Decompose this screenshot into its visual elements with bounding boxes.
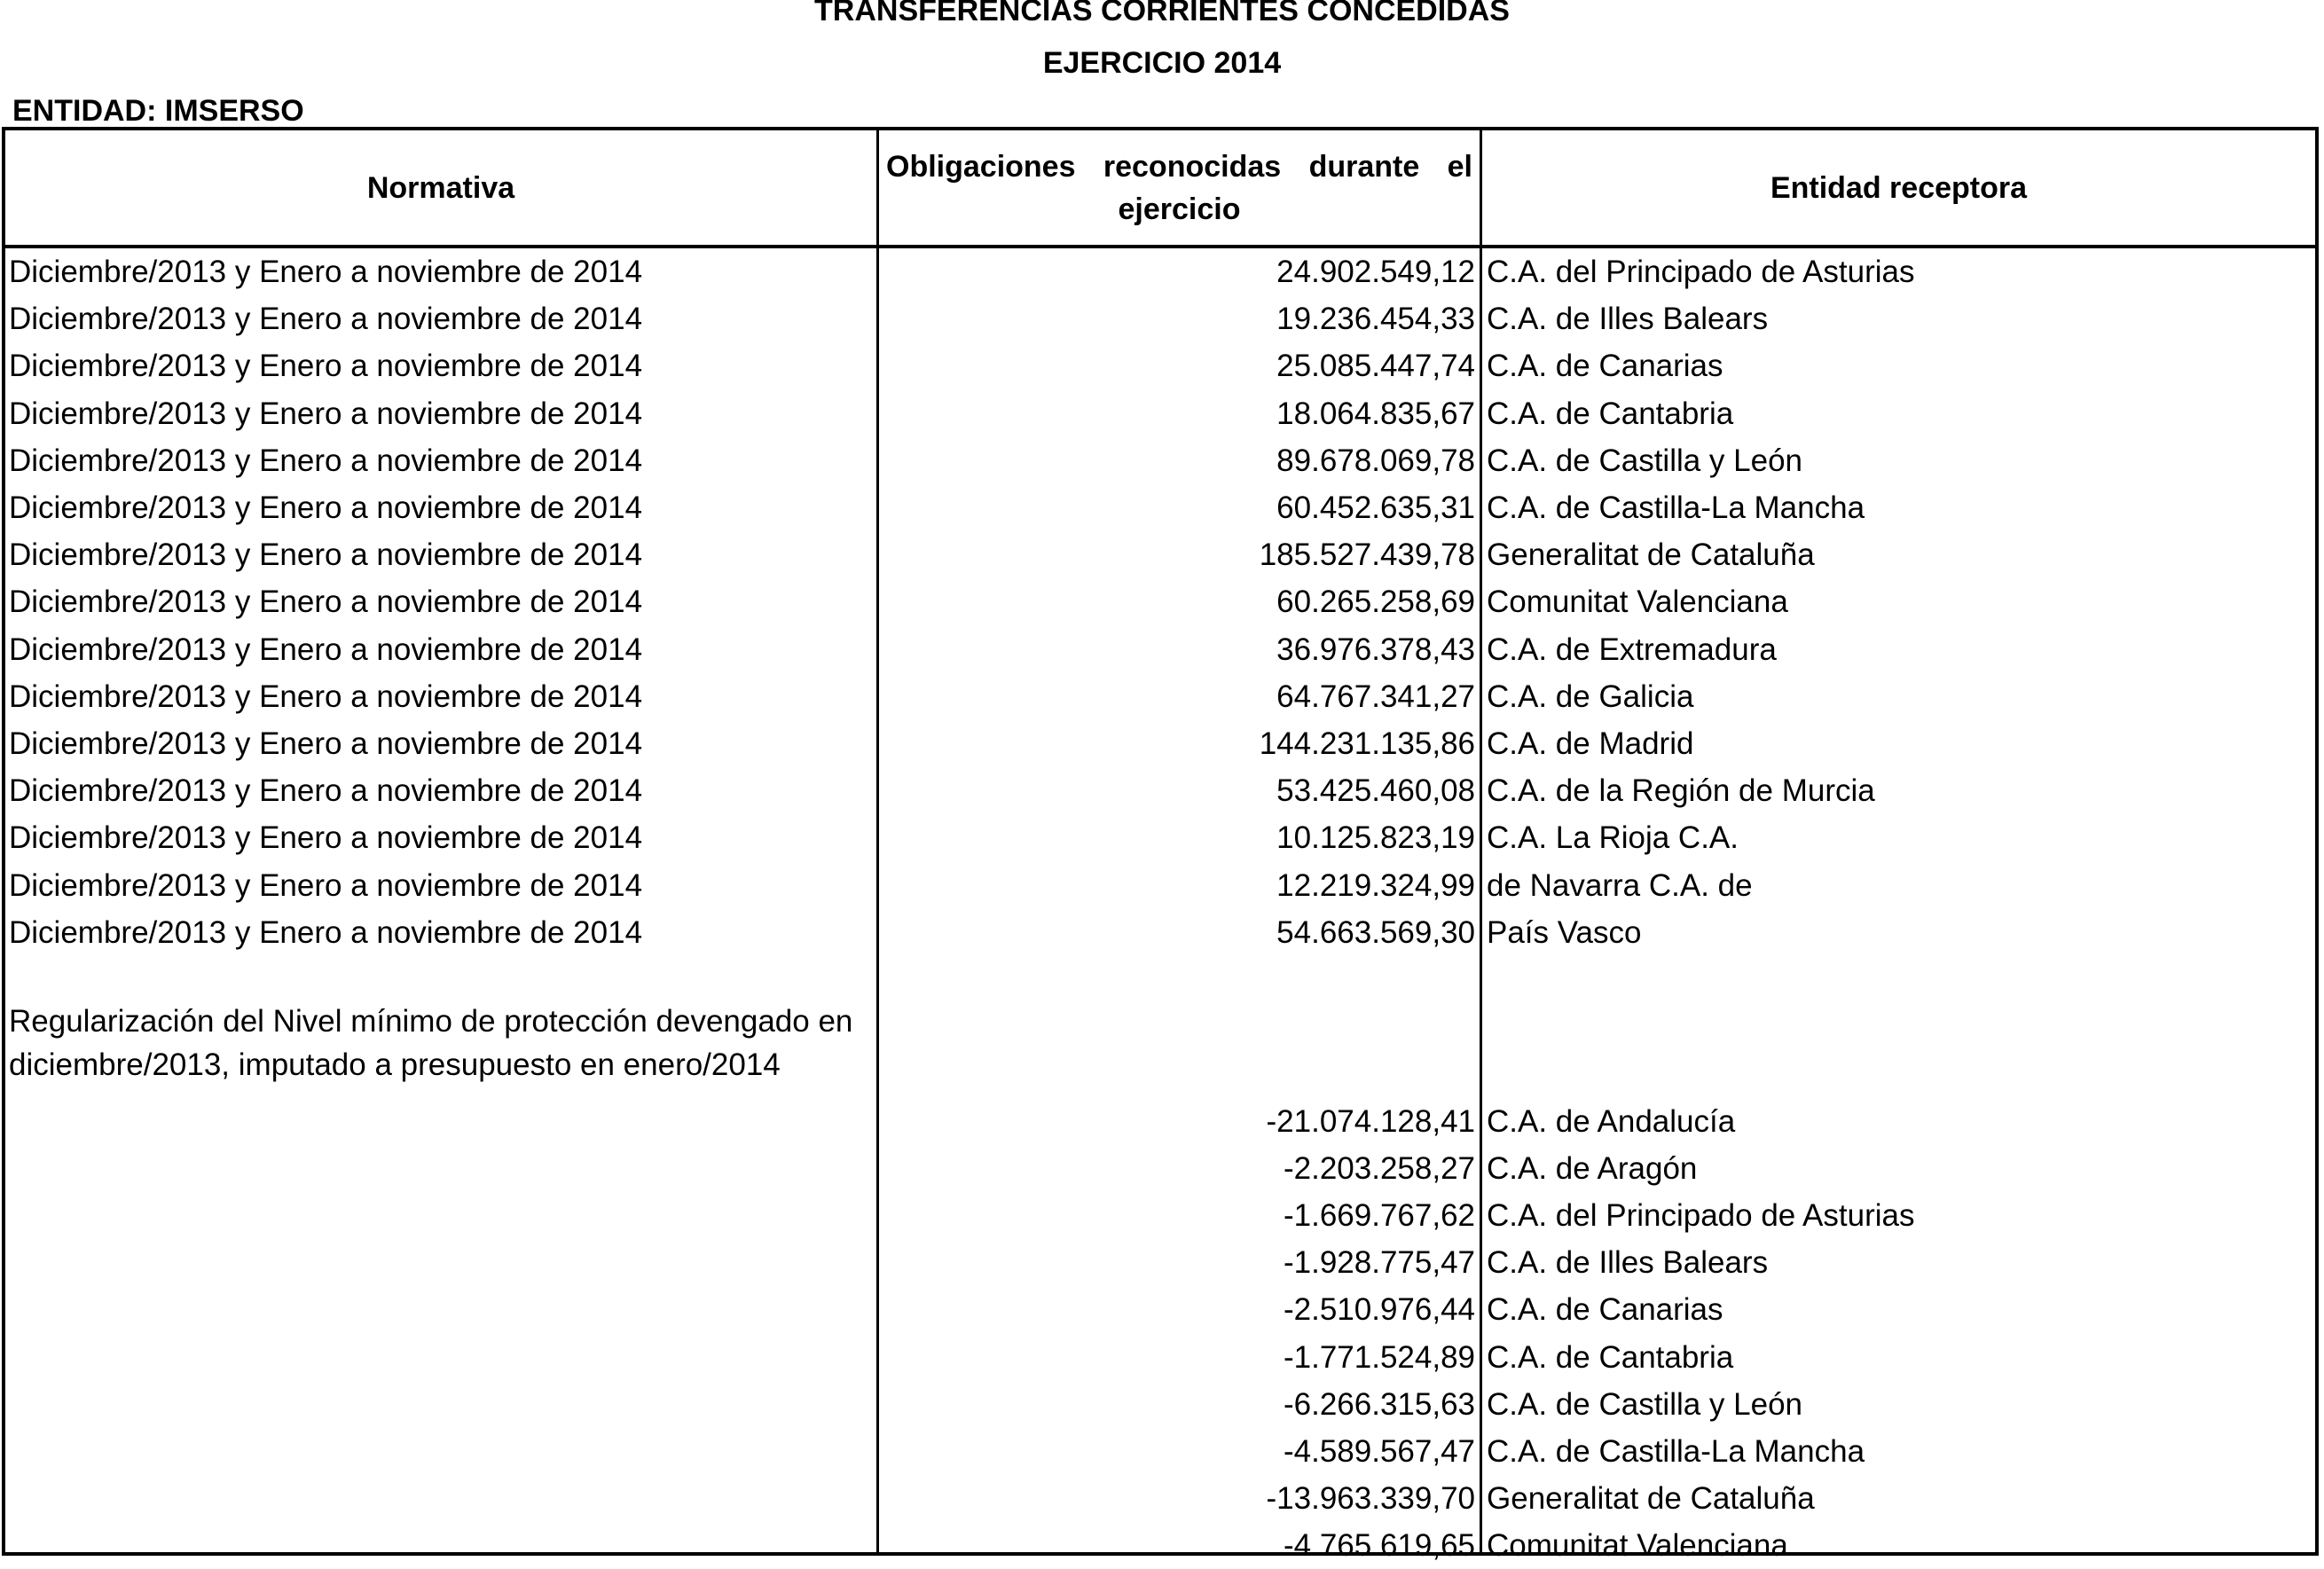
cell-obligaciones: 64.767.341,27	[1276, 679, 1475, 714]
table-row	[0, 909, 2324, 956]
table-row	[0, 342, 2324, 389]
cell-entidad-receptora: C.A. de Andalucía	[1487, 1103, 1736, 1139]
cell-normativa: Diciembre/2013 y Enero a noviembre de 2014	[9, 537, 643, 573]
cell-obligaciones: 19.236.454,33	[1276, 302, 1475, 337]
table-row	[0, 1098, 2324, 1145]
cell-entidad-receptora: C.A. de Madrid	[1487, 726, 1694, 761]
column-header-entidad-receptora: Entidad receptora	[1770, 170, 2028, 205]
cell-obligaciones: 10.125.823,19	[1276, 820, 1475, 856]
cell-entidad-receptora: C.A. de la Región de Murcia	[1487, 773, 1875, 809]
table-row	[0, 1334, 2324, 1381]
cell-entidad-receptora: Generalitat de Cataluña	[1487, 1481, 1815, 1517]
table-row	[0, 531, 2324, 578]
cell-normativa: Diciembre/2013 y Enero a noviembre de 2014	[9, 302, 643, 337]
cell-entidad-receptora: Comunitat Valenciana	[1487, 584, 1788, 620]
table-row	[0, 295, 2324, 342]
cell-obligaciones: -4.589.567,47	[1283, 1434, 1475, 1469]
table-row	[0, 814, 2324, 861]
table-row	[0, 862, 2324, 909]
cell-obligaciones: -1.669.767,62	[1283, 1198, 1475, 1233]
table-row	[0, 578, 2324, 625]
cell-normativa: Diciembre/2013 y Enero a noviembre de 2014	[9, 773, 643, 809]
cell-normativa: Diciembre/2013 y Enero a noviembre de 2014	[9, 632, 643, 667]
cell-obligaciones: 89.678.069,78	[1276, 443, 1475, 478]
fiscal-year-subtitle: EJERCICIO 2014	[1042, 46, 1282, 80]
table-row	[0, 1428, 2324, 1475]
cell-normativa: Diciembre/2013 y Enero a noviembre de 2014	[9, 255, 643, 289]
table-row	[0, 1239, 2324, 1286]
cell-entidad-receptora: C.A. de Canarias	[1487, 349, 1723, 384]
cell-obligaciones: 53.425.460,08	[1276, 773, 1475, 809]
table-row	[0, 1381, 2324, 1428]
cell-obligaciones: 60.265.258,69	[1276, 584, 1475, 620]
cell-obligaciones: 36.976.378,43	[1276, 632, 1475, 667]
cell-entidad-receptora: C.A. de Illes Balears	[1487, 302, 1769, 337]
cell-entidad-receptora: C.A. del Principado de Asturias	[1487, 1198, 1915, 1233]
table-row	[0, 767, 2324, 814]
table-row	[0, 1475, 2324, 1522]
cell-normativa: Diciembre/2013 y Enero a noviembre de 2014	[9, 490, 643, 525]
cell-normativa: Diciembre/2013 y Enero a noviembre de 2014	[9, 396, 643, 431]
cell-normativa: Diciembre/2013 y Enero a noviembre de 2014	[9, 914, 643, 950]
cell-entidad-receptora: C.A. de Extremadura	[1487, 632, 1777, 667]
table-row	[0, 1286, 2324, 1333]
cell-obligaciones: 18.064.835,67	[1276, 396, 1475, 431]
cell-entidad-receptora: C.A. de Cantabria	[1487, 396, 1734, 431]
cell-obligaciones: -6.266.315,63	[1283, 1386, 1475, 1422]
cell-obligaciones: -2.510.976,44	[1283, 1292, 1475, 1328]
cell-obligaciones: -2.203.258,27	[1283, 1150, 1475, 1186]
cell-obligaciones: -21.074.128,41	[1266, 1103, 1475, 1139]
cell-entidad-receptora: C.A. de Castilla y León	[1487, 1386, 1803, 1422]
cell-obligaciones: 25.085.447,74	[1276, 349, 1475, 384]
cell-normativa: Diciembre/2013 y Enero a noviembre de 2014	[9, 820, 643, 856]
cell-normativa: Diciembre/2013 y Enero a noviembre de 2014	[9, 584, 643, 620]
regularization-note: Regularización del Nivel mínimo de protección devengado en diciembre/2013, imputado a presupuesto en enero/2014	[9, 1004, 853, 1082]
page-title: TRANSFERENCIAS CORRIENTES CONCEDIDAS	[814, 0, 1510, 27]
cell-obligaciones: 185.527.439,78	[1259, 537, 1475, 573]
cell-entidad-receptora: C.A. de Aragón	[1487, 1150, 1698, 1186]
column-header-obligaciones: Obligaciones reconocidas durante el ejercicio	[886, 149, 1472, 226]
table-row	[0, 390, 2324, 437]
table-row	[0, 626, 2324, 673]
cell-obligaciones: -13.963.339,70	[1266, 1481, 1475, 1517]
cell-entidad-receptora: C.A. de Illes Balears	[1487, 1245, 1769, 1281]
cell-normativa: Diciembre/2013 y Enero a noviembre de 2014	[9, 443, 643, 478]
table-row	[0, 673, 2324, 720]
table-row	[0, 248, 2324, 295]
table-row	[0, 437, 2324, 484]
cell-entidad-receptora: C.A. La Rioja C.A.	[1487, 820, 1739, 856]
cell-entidad-receptora: C.A. del Principado de Asturias	[1487, 255, 1915, 289]
cell-entidad-receptora: C.A. de Canarias	[1487, 1292, 1723, 1328]
cell-obligaciones: -1.771.524,89	[1283, 1339, 1475, 1375]
cell-obligaciones: -4.765.619,65	[1283, 1528, 1475, 1564]
cell-entidad-receptora: País Vasco	[1487, 914, 1642, 950]
table-row	[0, 1522, 2324, 1569]
cell-entidad-receptora: C.A. de Castilla-La Mancha	[1487, 490, 1865, 525]
cell-obligaciones: 144.231.135,86	[1259, 726, 1475, 761]
cell-obligaciones: 54.663.569,30	[1276, 914, 1475, 950]
cell-normativa: Diciembre/2013 y Enero a noviembre de 2014	[9, 349, 643, 384]
cell-obligaciones: 60.452.635,31	[1276, 490, 1475, 525]
cell-entidad-receptora: Comunitat Valenciana	[1487, 1528, 1788, 1564]
cell-obligaciones: 12.219.324,99	[1276, 867, 1475, 903]
cell-normativa: Diciembre/2013 y Enero a noviembre de 2014	[9, 679, 643, 714]
cell-entidad-receptora: de Navarra C.A. de	[1487, 867, 1753, 903]
table-row	[0, 1145, 2324, 1192]
cell-obligaciones: 24.902.549,12	[1276, 255, 1475, 289]
cell-entidad-receptora: C.A. de Castilla-La Mancha	[1487, 1434, 1865, 1469]
table-row	[0, 484, 2324, 531]
cell-entidad-receptora: C.A. de Galicia	[1487, 679, 1694, 714]
table-row	[0, 1192, 2324, 1239]
cell-normativa: Diciembre/2013 y Enero a noviembre de 2014	[9, 726, 643, 761]
table-row	[0, 720, 2324, 767]
cell-entidad-receptora: C.A. de Castilla y León	[1487, 443, 1803, 478]
column-header-normativa: Normativa	[366, 170, 515, 205]
cell-entidad-receptora: C.A. de Cantabria	[1487, 1339, 1734, 1375]
cell-normativa: Diciembre/2013 y Enero a noviembre de 2014	[9, 867, 643, 903]
cell-obligaciones: -1.928.775,47	[1283, 1245, 1475, 1281]
entity-label: ENTIDAD: IMSERSO	[12, 94, 304, 128]
cell-entidad-receptora: Generalitat de Cataluña	[1487, 537, 1815, 573]
